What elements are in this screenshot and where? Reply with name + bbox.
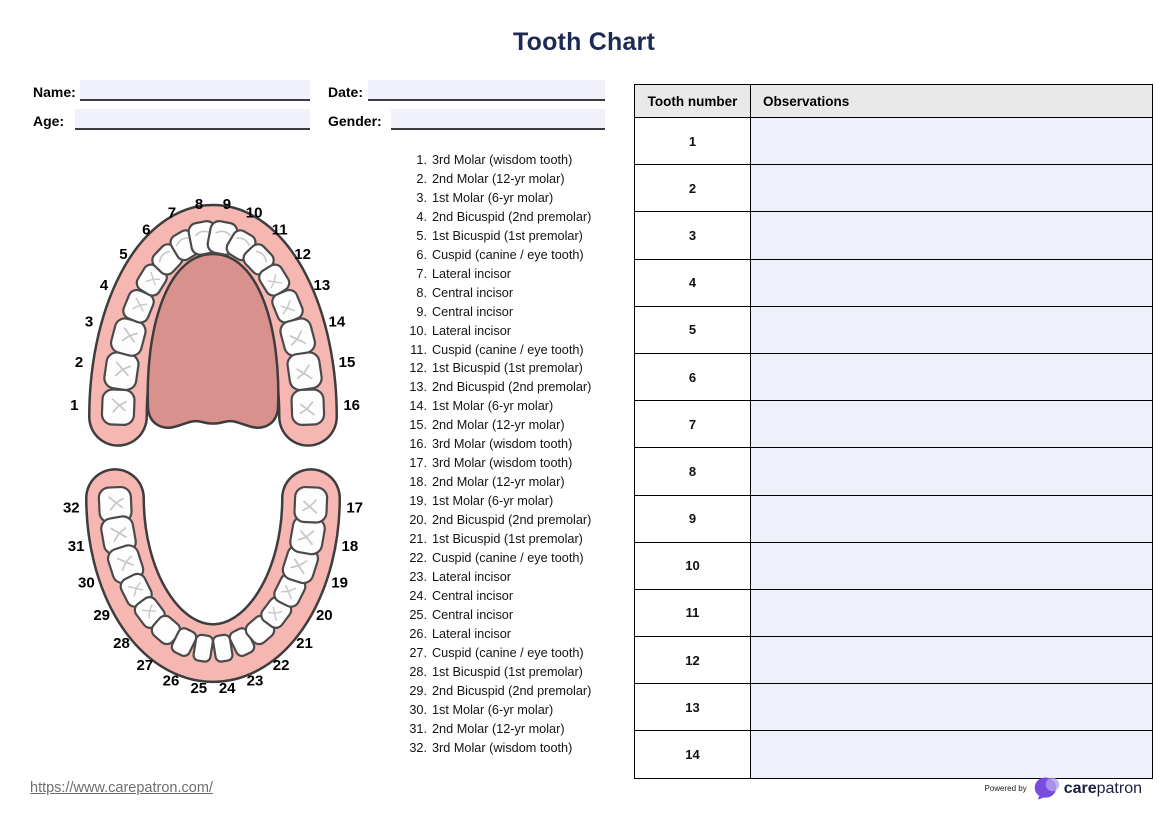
gender-label: Gender: xyxy=(328,113,382,129)
tooth-number-cell: 14 xyxy=(635,731,751,778)
tooth-number-label: 27 xyxy=(136,657,154,675)
tooth-number-cell: 1 xyxy=(635,118,751,165)
tooth-list-number: 31. xyxy=(409,721,427,736)
observation-cell[interactable] xyxy=(751,353,1153,400)
name-input[interactable] xyxy=(80,80,310,101)
tooth-list-name: Central incisor xyxy=(432,607,514,622)
tooth-list-item xyxy=(399,170,634,189)
tooth-list-number: 23. xyxy=(409,569,427,584)
tooth-number-label: 7 xyxy=(167,204,177,222)
tooth-list-item xyxy=(399,473,634,492)
tooth-number-cell: 7 xyxy=(635,401,751,448)
tooth-list-name: 1st Molar (6-yr molar) xyxy=(432,399,554,414)
observation-cell[interactable] xyxy=(751,118,1153,165)
tooth-number-label: 15 xyxy=(338,354,356,372)
name-label: Name: xyxy=(33,84,76,100)
tooth-list-name: Cuspid (canine / eye tooth) xyxy=(432,551,584,566)
tooth-list-name: 1st Molar (6-yr molar) xyxy=(432,702,554,717)
tooth-list-name: Central incisor xyxy=(432,588,514,603)
tooth-list-name: 2nd Bicuspid (2nd premolar) xyxy=(432,209,592,224)
tooth-number-cell: 4 xyxy=(635,259,751,306)
tooth-number-label: 6 xyxy=(142,221,151,239)
observations-header: Observations xyxy=(751,85,1153,118)
tooth-number-cell: 9 xyxy=(635,495,751,542)
observation-cell[interactable] xyxy=(751,495,1153,542)
tooth-number-label: 30 xyxy=(78,574,95,592)
age-label: Age: xyxy=(33,113,65,129)
tooth-list-name: Cuspid (canine / eye tooth) xyxy=(432,247,584,262)
tooth-list-number: 13. xyxy=(409,380,427,395)
tooth-shape xyxy=(286,351,323,391)
tooth-list-item xyxy=(399,416,634,435)
age-input[interactable] xyxy=(75,109,310,130)
tooth-list-number: 12. xyxy=(409,361,427,376)
tooth-list-name: 2nd Molar (12-yr molar) xyxy=(432,475,565,490)
observation-cell[interactable] xyxy=(751,306,1153,353)
tooth-number-label: 22 xyxy=(272,657,290,675)
tooth-list-name: Lateral incisor xyxy=(432,266,511,281)
observation-cell[interactable] xyxy=(751,259,1153,306)
tooth-list-item xyxy=(399,246,634,265)
tooth-list-name: 2nd Bicuspid (2nd premolar) xyxy=(432,380,592,395)
tooth-number-label: 8 xyxy=(194,196,204,214)
tooth-list-name: 3rd Molar (wisdom tooth) xyxy=(432,740,573,755)
tooth-number-label: 14 xyxy=(328,313,346,331)
tooth-list-name: 3rd Molar (wisdom tooth) xyxy=(432,456,573,471)
table-row xyxy=(635,448,1153,495)
carepatron-logo-icon xyxy=(1033,776,1060,801)
tooth-number-cell: 3 xyxy=(635,212,751,259)
observations-table xyxy=(634,84,1153,779)
tooth-number-label: 18 xyxy=(341,538,359,555)
tooth-list-name: 1st Bicuspid (1st premolar) xyxy=(432,228,583,243)
table-row xyxy=(635,542,1153,589)
tooth-list-item xyxy=(399,530,634,549)
observation-cell[interactable] xyxy=(751,448,1153,495)
tooth-number-label: 17 xyxy=(346,499,364,517)
tooth-list-name: 1st Bicuspid (1st premolar) xyxy=(432,664,583,679)
tooth-number-label: 24 xyxy=(218,680,236,697)
table-row xyxy=(635,495,1153,542)
tooth-list-number: 16. xyxy=(409,437,427,452)
tooth-list-item xyxy=(399,549,634,568)
tooth-number-cell: 10 xyxy=(635,542,751,589)
tooth-list-number: 29. xyxy=(409,683,427,698)
tooth-number-header: Tooth number xyxy=(635,85,751,118)
tooth-list xyxy=(399,151,634,758)
tooth-list-number: 26. xyxy=(409,626,427,641)
tooth-list-item xyxy=(399,663,634,682)
tooth-list-number: 10. xyxy=(409,323,427,338)
tooth-number-label: 26 xyxy=(162,672,180,690)
tooth-list-item xyxy=(399,739,634,758)
tooth-list-name: 1st Bicuspid (1st premolar) xyxy=(432,361,583,376)
tooth-list-item xyxy=(399,435,634,454)
tooth-number-label: 21 xyxy=(296,635,313,653)
tooth-number-label: 23 xyxy=(246,672,264,690)
tooth-list-item xyxy=(399,265,634,284)
tooth-list-item xyxy=(399,303,634,322)
tooth-list-item xyxy=(399,568,634,587)
tooth-number-label: 12 xyxy=(294,246,311,264)
tooth-number-cell: 11 xyxy=(635,589,751,636)
tooth-list-item xyxy=(399,644,634,663)
date-input[interactable] xyxy=(368,80,605,101)
tooth-number-label: 25 xyxy=(190,680,208,697)
tooth-list-number: 32. xyxy=(409,740,427,755)
tooth-number-label: 3 xyxy=(84,313,94,331)
tooth-number-label: 32 xyxy=(62,499,80,517)
tooth-list-item xyxy=(399,208,634,227)
tooth-list-name: 2nd Molar (12-yr molar) xyxy=(432,171,565,186)
lower-arch-diagram xyxy=(48,458,378,704)
tooth-list-name: 1st Bicuspid (1st premolar) xyxy=(432,532,583,547)
tooth-list-number: 19. xyxy=(409,494,427,509)
tooth-shape xyxy=(102,389,135,425)
observation-cell[interactable] xyxy=(751,542,1153,589)
tooth-list-number: 24. xyxy=(409,588,427,603)
tooth-list-number: 1. xyxy=(416,153,427,167)
observation-cell[interactable] xyxy=(751,637,1153,684)
tooth-list-item xyxy=(399,284,634,303)
tooth-list-item xyxy=(399,359,634,378)
table-header-row xyxy=(635,85,1153,118)
tooth-list-item xyxy=(399,151,634,170)
tooth-number-label: 16 xyxy=(343,396,361,414)
tooth-list-number: 7. xyxy=(416,266,427,281)
tooth-number-cell: 6 xyxy=(635,353,751,400)
tooth-list-number: 30. xyxy=(409,702,427,717)
date-label: Date: xyxy=(328,84,364,100)
tooth-list-number: 11. xyxy=(410,342,427,357)
observation-cell[interactable] xyxy=(751,731,1153,778)
tooth-list-item xyxy=(399,189,634,208)
brand-footer xyxy=(984,776,1142,801)
tooth-list-item xyxy=(399,587,634,606)
tooth-list-item xyxy=(399,492,634,511)
tooth-list-name: Lateral incisor xyxy=(432,569,511,584)
tooth-list-name: 2nd Molar (12-yr molar) xyxy=(432,721,565,736)
tooth-number-cell: 13 xyxy=(635,684,751,731)
table-row xyxy=(635,353,1153,400)
tooth-number-cell: 5 xyxy=(635,306,751,353)
tooth-list-name: 2nd Molar (12-yr molar) xyxy=(432,418,565,433)
table-row xyxy=(635,306,1153,353)
brand-wordmark: carepatron xyxy=(1063,779,1142,797)
tooth-number-cell: 12 xyxy=(635,637,751,684)
tooth-list-number: 22. xyxy=(409,551,427,566)
tooth-list-item xyxy=(399,720,634,739)
tooth-list-number: 28. xyxy=(409,664,427,679)
table-row xyxy=(635,637,1153,684)
tooth-number-label: 10 xyxy=(245,204,263,222)
observation-cell[interactable] xyxy=(751,212,1153,259)
tooth-list-item xyxy=(399,227,634,246)
tooth-list-number: 3. xyxy=(416,190,427,205)
tooth-list-name: Central incisor xyxy=(432,285,514,300)
tooth-list-name: 3rd Molar (wisdom tooth) xyxy=(432,437,573,452)
observation-cell[interactable] xyxy=(751,165,1153,212)
tooth-list-item xyxy=(399,625,634,644)
tooth-list-number: 25. xyxy=(409,607,427,622)
tooth-number-label: 28 xyxy=(113,635,130,653)
tooth-number-cell: 8 xyxy=(635,448,751,495)
tooth-list-item xyxy=(399,701,634,720)
tooth-number-label: 20 xyxy=(315,607,333,625)
observation-cell[interactable] xyxy=(751,684,1153,731)
tooth-shape xyxy=(103,351,140,391)
tooth-number-cell: 2 xyxy=(635,165,751,212)
tooth-number-label: 29 xyxy=(93,607,111,625)
tooth-list-number: 14. xyxy=(409,399,427,414)
observation-cell[interactable] xyxy=(751,589,1153,636)
tooth-list-number: 17. xyxy=(409,456,427,471)
tooth-list-name: 2nd Bicuspid (2nd premolar) xyxy=(432,683,592,698)
tooth-list-item xyxy=(399,682,634,701)
tooth-number-label: 2 xyxy=(74,354,84,372)
tooth-number-label: 11 xyxy=(271,221,288,239)
tooth-list-name: 2nd Bicuspid (2nd premolar) xyxy=(432,513,592,528)
tooth-list-number: 2. xyxy=(416,171,427,186)
tooth-list-name: Cuspid (canine / eye tooth) xyxy=(432,645,584,660)
tooth-number-label: 13 xyxy=(313,277,331,295)
tooth-number-label: 19 xyxy=(331,574,348,592)
tooth-list-number: 6. xyxy=(416,247,427,262)
page-title: Tooth Chart xyxy=(513,28,655,56)
tooth-list-item xyxy=(399,322,634,341)
gender-input[interactable] xyxy=(391,109,605,130)
tooth-list-number: 20. xyxy=(409,513,427,528)
tooth-shape xyxy=(294,487,327,523)
table-row xyxy=(635,259,1153,306)
tooth-list-number: 21. xyxy=(409,532,427,547)
tooth-number-label: 5 xyxy=(119,246,128,264)
observation-cell[interactable] xyxy=(751,401,1153,448)
tooth-shape xyxy=(291,389,324,425)
tooth-list-number: 9. xyxy=(416,304,427,319)
tooth-list-number: 5. xyxy=(416,228,427,243)
powered-by-label: Powered by xyxy=(984,784,1027,793)
tooth-list-name: 3rd Molar (wisdom tooth) xyxy=(432,153,573,167)
tooth-list-item xyxy=(399,378,634,397)
tooth-list-number: 27. xyxy=(409,645,427,660)
tooth-list-number: 18. xyxy=(409,475,427,490)
footer-url[interactable]: https://www.carepatron.com/ xyxy=(30,780,213,796)
table-row xyxy=(635,684,1153,731)
tooth-number-label: 4 xyxy=(99,277,109,295)
upper-arch-diagram xyxy=(48,196,378,456)
tooth-list-name: Lateral incisor xyxy=(432,626,511,641)
tooth-list-item xyxy=(399,511,634,530)
tooth-list-number: 4. xyxy=(416,209,427,224)
tooth-list-name: 1st Molar (6-yr molar) xyxy=(432,494,554,509)
tooth-list-name: 1st Molar (6-yr molar) xyxy=(432,190,554,205)
tooth-list-name: Lateral incisor xyxy=(432,323,511,338)
tooth-list-number: 15. xyxy=(409,418,427,433)
tooth-list-item xyxy=(399,341,634,360)
table-row xyxy=(635,401,1153,448)
tooth-number-label: 9 xyxy=(222,196,232,214)
table-row xyxy=(635,589,1153,636)
tooth-shape xyxy=(193,634,214,662)
tooth-number-label: 31 xyxy=(67,538,85,555)
tooth-number-label: 1 xyxy=(70,396,79,414)
tooth-list-item xyxy=(399,454,634,473)
table-row xyxy=(635,731,1153,778)
tooth-list-item xyxy=(399,397,634,416)
table-row xyxy=(635,165,1153,212)
tooth-list-name: Cuspid (canine / eye tooth) xyxy=(432,342,584,357)
table-row xyxy=(635,212,1153,259)
tooth-list-name: Central incisor xyxy=(432,304,514,319)
tooth-list-number: 8. xyxy=(416,285,427,300)
tooth-list-item xyxy=(399,606,634,625)
table-row xyxy=(635,118,1153,165)
